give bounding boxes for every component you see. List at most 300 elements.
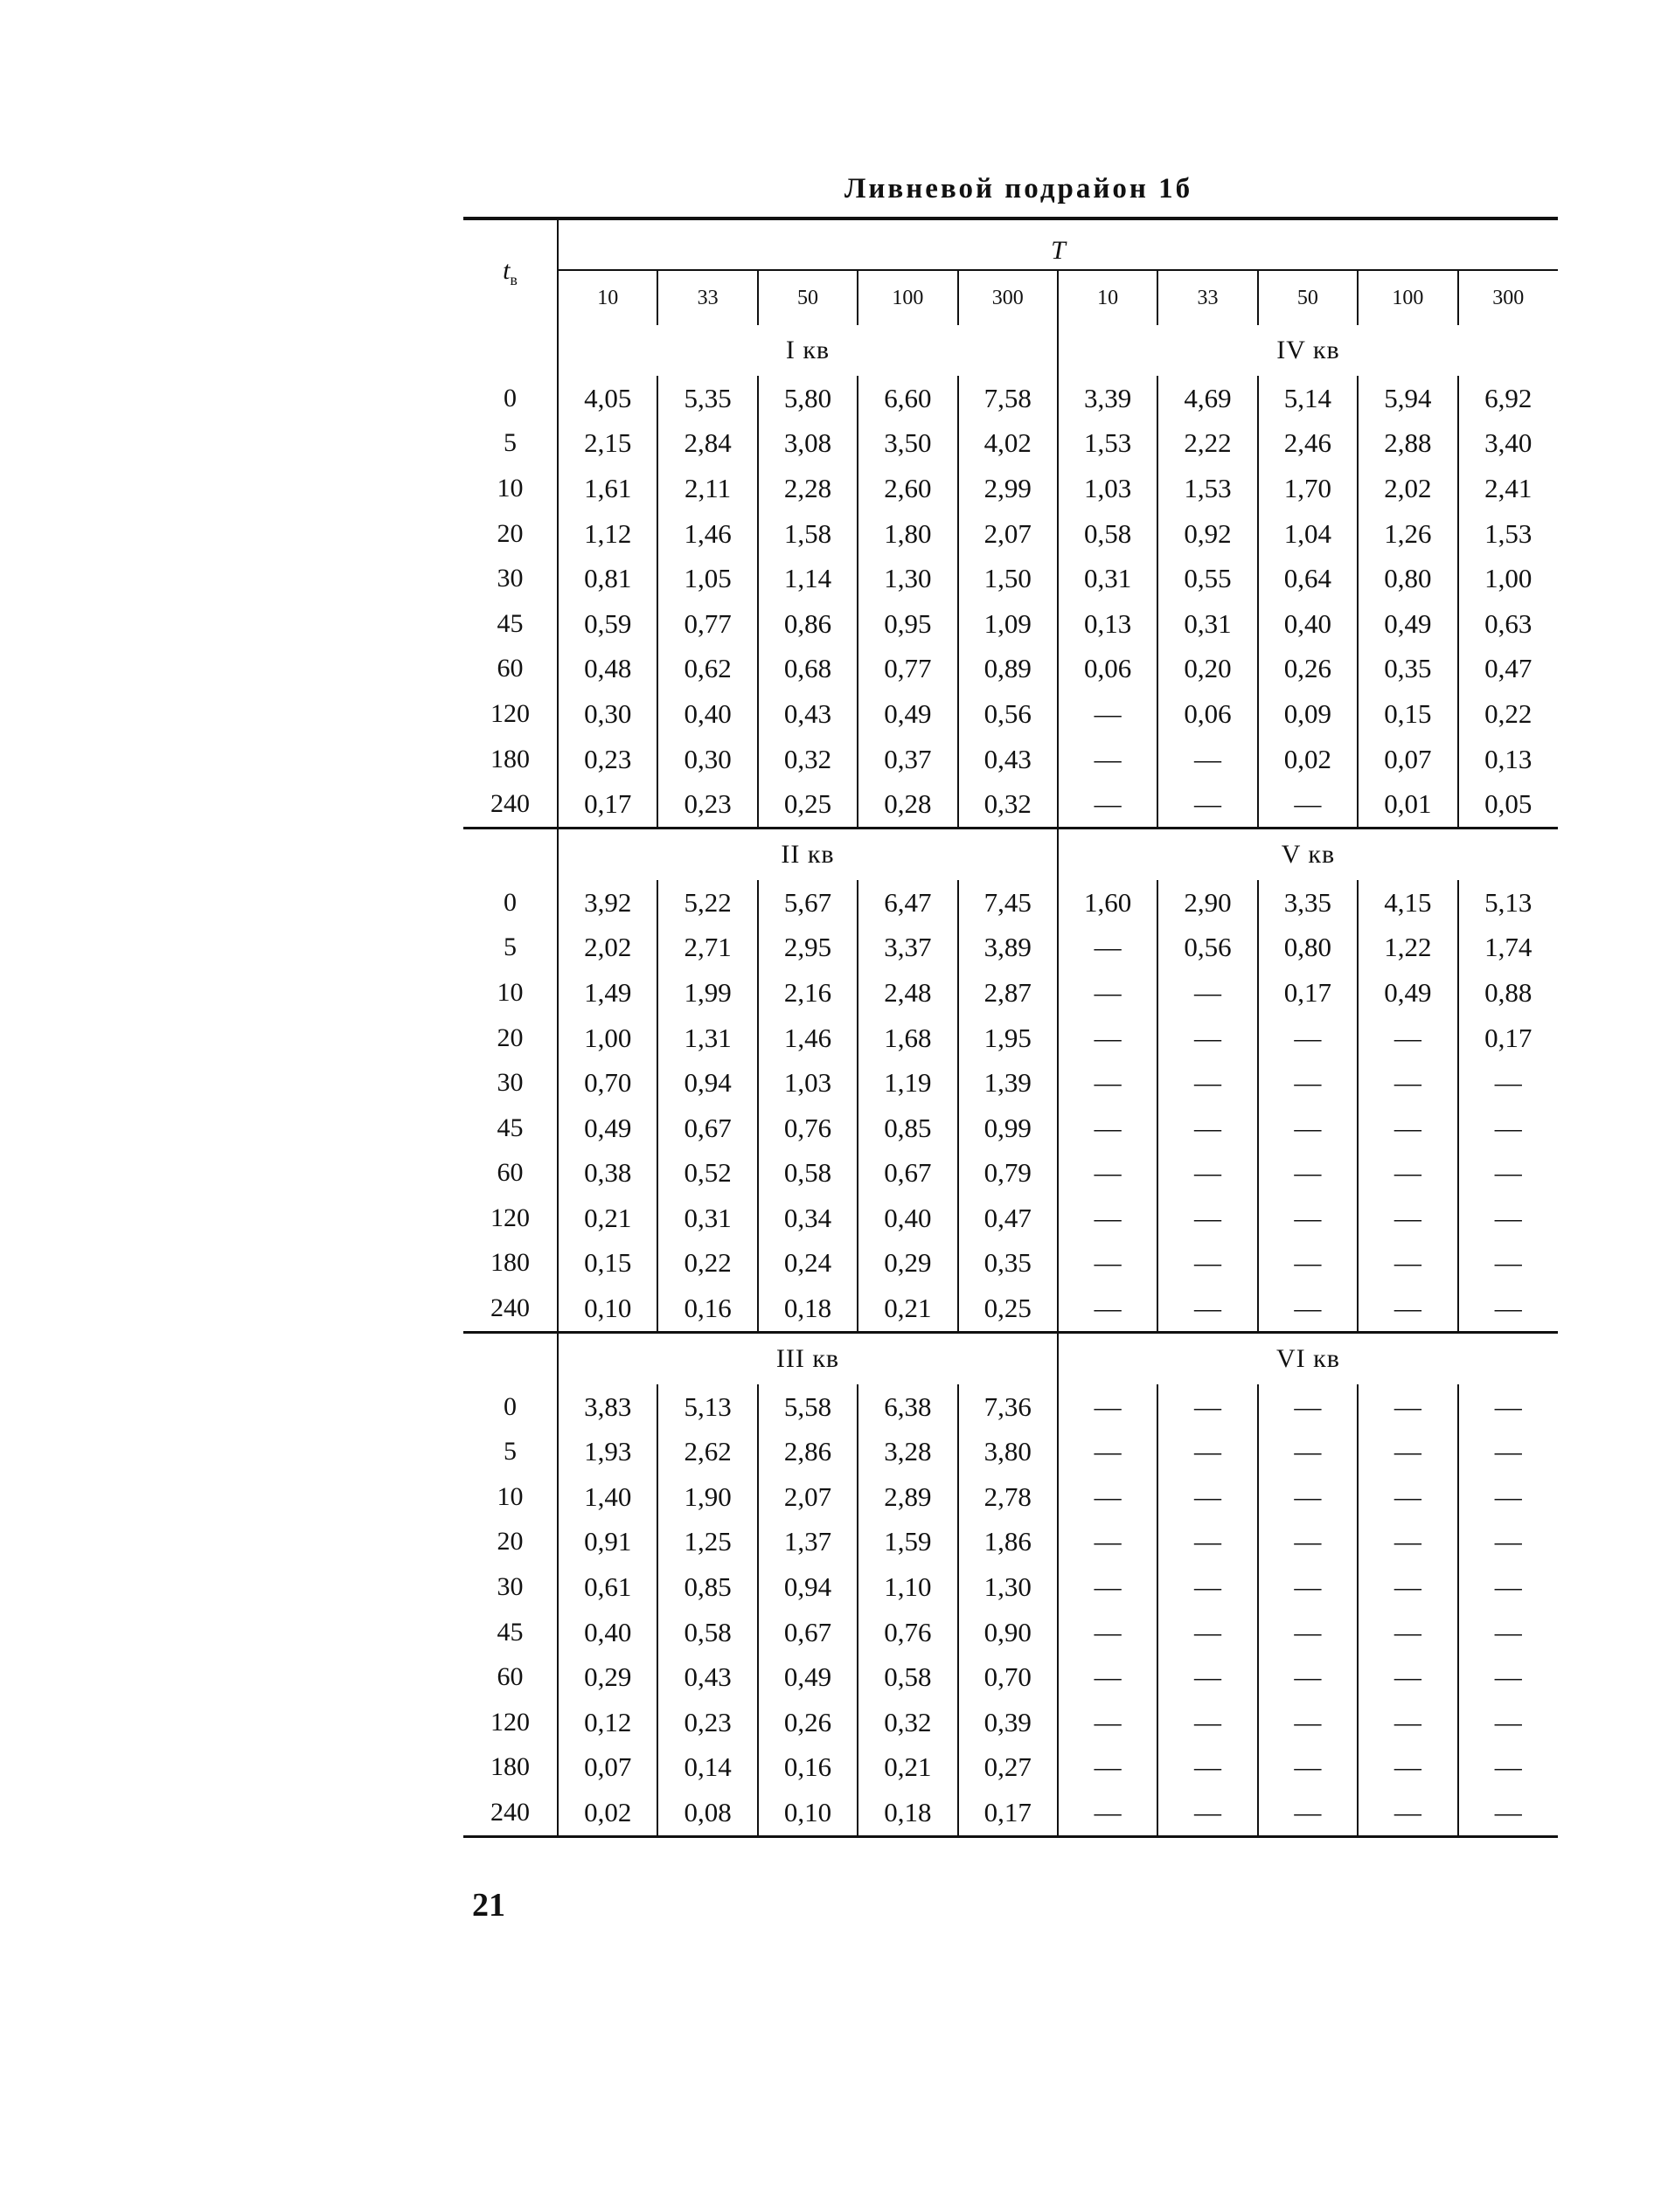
value-cell: 0,22	[657, 1241, 757, 1286]
value-cell: —	[1258, 1241, 1358, 1286]
value-cell: 1,14	[758, 556, 858, 601]
value-cell: —	[1058, 1106, 1157, 1151]
tb-cell: 120	[463, 1196, 558, 1241]
value-cell: 0,49	[758, 1654, 858, 1700]
table-row	[463, 781, 1558, 828]
section-label-row	[463, 1332, 1558, 1384]
value-cell: —	[1358, 1564, 1457, 1610]
value-cell: 2,41	[1458, 466, 1558, 511]
value-cell: —	[1358, 1429, 1457, 1474]
value-cell: 0,17	[1258, 970, 1358, 1016]
value-cell: —	[1358, 1384, 1457, 1430]
tb-subscript: в	[510, 271, 518, 288]
quarter-label: V кв	[1058, 828, 1558, 880]
tb-cell: 60	[463, 1654, 558, 1700]
value-cell: 0,40	[558, 1610, 657, 1655]
value-cell: —	[1358, 1610, 1457, 1655]
value-cell: 0,05	[1458, 781, 1558, 828]
value-cell: —	[1058, 1790, 1157, 1836]
section-label-row	[463, 828, 1558, 880]
value-cell: —	[1258, 1564, 1358, 1610]
value-cell: —	[1258, 1384, 1358, 1430]
value-cell: 3,37	[858, 926, 957, 971]
value-cell: —	[1458, 1384, 1558, 1430]
value-cell: 1,10	[858, 1564, 957, 1610]
value-cell: —	[1157, 1564, 1257, 1610]
value-cell: —	[1157, 1196, 1257, 1241]
value-cell: 0,13	[1058, 601, 1157, 647]
value-cell: 1,30	[958, 1564, 1058, 1610]
value-cell: 0,67	[858, 1151, 957, 1196]
period-header: 50	[758, 270, 858, 325]
value-cell: 5,80	[758, 376, 858, 421]
value-cell: 0,35	[958, 1241, 1058, 1286]
value-cell: —	[1157, 1610, 1257, 1655]
tb-cell: 5	[463, 926, 558, 971]
value-cell: —	[1058, 1654, 1157, 1700]
value-cell: —	[1157, 970, 1257, 1016]
section-label-spacer	[463, 325, 558, 376]
value-cell: 2,28	[758, 466, 858, 511]
value-cell: 0,02	[1258, 737, 1358, 782]
value-cell: 0,16	[758, 1745, 858, 1791]
value-cell: 0,26	[1258, 647, 1358, 692]
tb-cell: 30	[463, 1060, 558, 1106]
value-cell: —	[1058, 1060, 1157, 1106]
tb-cell: 20	[463, 1016, 558, 1061]
tb-cell: 240	[463, 1286, 558, 1332]
value-cell: 1,04	[1258, 511, 1358, 557]
value-cell: 0,37	[858, 737, 957, 782]
period-header: 100	[858, 270, 957, 325]
table-row	[463, 1106, 1558, 1151]
value-cell: 0,16	[657, 1286, 757, 1332]
tb-cell: 45	[463, 1106, 558, 1151]
value-cell: 0,30	[657, 737, 757, 782]
value-cell: 0,08	[657, 1790, 757, 1836]
value-cell: 0,52	[657, 1151, 757, 1196]
table-row	[463, 1745, 1558, 1791]
value-cell: 2,62	[657, 1429, 757, 1474]
quarter-label: IV кв	[1058, 325, 1558, 376]
value-cell: —	[1258, 1196, 1358, 1241]
value-cell: —	[1258, 1016, 1358, 1061]
value-cell: —	[1358, 1106, 1457, 1151]
value-cell: 4,05	[558, 376, 657, 421]
table-row	[463, 926, 1558, 971]
value-cell: 0,56	[1157, 926, 1257, 971]
value-cell: 0,18	[758, 1286, 858, 1332]
table-row	[463, 1241, 1558, 1286]
table-row	[463, 880, 1558, 926]
value-cell: 0,23	[558, 737, 657, 782]
tb-cell: 60	[463, 1151, 558, 1196]
value-cell: 2,07	[958, 511, 1058, 557]
value-cell: 7,58	[958, 376, 1058, 421]
value-cell: —	[1458, 1474, 1558, 1520]
tb-cell: 240	[463, 1790, 558, 1836]
value-cell: —	[1258, 1745, 1358, 1791]
value-cell: 0,02	[558, 1790, 657, 1836]
value-cell: —	[1058, 1745, 1157, 1791]
value-cell: —	[1157, 1241, 1257, 1286]
value-cell: 1,99	[657, 970, 757, 1016]
value-cell: 4,69	[1157, 376, 1257, 421]
value-cell: 1,80	[858, 511, 957, 557]
value-cell: 4,02	[958, 421, 1058, 467]
page-title: Ливневой подрайон 1б	[844, 173, 1193, 205]
value-cell: —	[1258, 1790, 1358, 1836]
value-cell: 3,40	[1458, 421, 1558, 467]
value-cell: 0,38	[558, 1151, 657, 1196]
value-cell: 3,35	[1258, 880, 1358, 926]
table-row	[463, 1700, 1558, 1745]
value-cell: 2,84	[657, 421, 757, 467]
value-cell: 0,86	[758, 601, 858, 647]
value-cell: 0,56	[958, 691, 1058, 737]
value-cell: 0,58	[858, 1654, 957, 1700]
value-cell: 0,31	[1058, 556, 1157, 601]
tb-cell: 45	[463, 1610, 558, 1655]
value-cell: —	[1058, 781, 1157, 828]
value-cell: 0,30	[558, 691, 657, 737]
value-cell: 0,80	[1358, 556, 1457, 601]
value-cell: 1,31	[657, 1016, 757, 1061]
value-cell: 1,74	[1458, 926, 1558, 971]
value-cell: 2,71	[657, 926, 757, 971]
t-header: T	[558, 218, 1558, 270]
value-cell: 0,25	[958, 1286, 1058, 1332]
value-cell: 2,48	[858, 970, 957, 1016]
value-cell: 0,15	[1358, 691, 1457, 737]
value-cell: —	[1058, 1700, 1157, 1745]
value-cell: 0,39	[958, 1700, 1058, 1745]
value-cell: 0,24	[758, 1241, 858, 1286]
value-cell: —	[1058, 737, 1157, 782]
value-cell: 0,95	[858, 601, 957, 647]
value-cell: —	[1258, 1700, 1358, 1745]
value-cell: 5,22	[657, 880, 757, 926]
value-cell: 0,94	[657, 1060, 757, 1106]
value-cell: 0,79	[958, 1151, 1058, 1196]
table-row	[463, 421, 1558, 467]
value-cell: —	[1157, 1700, 1257, 1745]
value-cell: 0,67	[758, 1610, 858, 1655]
tb-cell: 5	[463, 421, 558, 467]
value-cell: —	[1157, 1790, 1257, 1836]
period-header-row	[463, 270, 1558, 325]
value-cell: 0,40	[657, 691, 757, 737]
value-cell: —	[1358, 1700, 1457, 1745]
table-row	[463, 1429, 1558, 1474]
value-cell: —	[1458, 1520, 1558, 1565]
value-cell: 2,89	[858, 1474, 957, 1520]
value-cell: 3,83	[558, 1384, 657, 1430]
value-cell: 7,36	[958, 1384, 1058, 1430]
table-row	[463, 737, 1558, 782]
tb-cell: 180	[463, 737, 558, 782]
value-cell: 0,76	[858, 1610, 957, 1655]
value-cell: —	[1258, 1654, 1358, 1700]
value-cell: —	[1157, 1151, 1257, 1196]
value-cell: 0,85	[858, 1106, 957, 1151]
value-cell: 0,34	[758, 1196, 858, 1241]
table-row	[463, 1790, 1558, 1836]
value-cell: 0,67	[657, 1106, 757, 1151]
value-cell: 1,22	[1358, 926, 1457, 971]
value-cell: 0,70	[558, 1060, 657, 1106]
value-cell: 0,90	[958, 1610, 1058, 1655]
tb-cell: 30	[463, 556, 558, 601]
value-cell: 0,58	[1058, 511, 1157, 557]
tb-cell: 30	[463, 1564, 558, 1610]
value-cell: 0,26	[758, 1700, 858, 1745]
table-row	[463, 1016, 1558, 1061]
value-cell: —	[1358, 1241, 1457, 1286]
value-cell: —	[1358, 1790, 1457, 1836]
value-cell: 1,37	[758, 1520, 858, 1565]
table-row	[463, 1060, 1558, 1106]
period-header: 300	[958, 270, 1058, 325]
quarter-label: II кв	[558, 828, 1058, 880]
value-cell: 0,91	[558, 1520, 657, 1565]
section-label-row	[463, 325, 1558, 376]
section-label-spacer	[463, 828, 558, 880]
value-cell: 0,80	[1258, 926, 1358, 971]
value-cell: —	[1058, 1520, 1157, 1565]
value-cell: 0,06	[1157, 691, 1257, 737]
value-cell: 0,40	[1258, 601, 1358, 647]
value-cell: 0,92	[1157, 511, 1257, 557]
tb-cell: 10	[463, 466, 558, 511]
value-cell: 1,26	[1358, 511, 1457, 557]
value-cell: 1,60	[1058, 880, 1157, 926]
value-cell: 0,62	[657, 647, 757, 692]
value-cell: 5,94	[1358, 376, 1457, 421]
value-cell: 1,03	[1058, 466, 1157, 511]
value-cell: 2,11	[657, 466, 757, 511]
value-cell: 3,28	[858, 1429, 957, 1474]
value-cell: —	[1358, 1654, 1457, 1700]
table-row	[463, 1474, 1558, 1520]
value-cell: —	[1157, 1520, 1257, 1565]
value-cell: 0,07	[558, 1745, 657, 1791]
value-cell: 0,55	[1157, 556, 1257, 601]
value-cell: —	[1458, 1654, 1558, 1700]
table-row	[463, 1151, 1558, 1196]
value-cell: —	[1458, 1241, 1558, 1286]
value-cell: 1,25	[657, 1520, 757, 1565]
value-cell: 0,25	[758, 781, 858, 828]
value-cell: 2,46	[1258, 421, 1358, 467]
value-cell: —	[1157, 1016, 1257, 1061]
tb-cell: 0	[463, 880, 558, 926]
tb-column-header	[463, 218, 558, 325]
table-body	[463, 325, 1558, 1836]
value-cell: 0,17	[1458, 1016, 1558, 1061]
value-cell: 0,58	[657, 1610, 757, 1655]
value-cell: 1,09	[958, 601, 1058, 647]
value-cell: 3,39	[1058, 376, 1157, 421]
value-cell: 0,89	[958, 647, 1058, 692]
section-label-spacer	[463, 1332, 558, 1384]
value-cell: 0,35	[1358, 647, 1457, 692]
value-cell: 0,21	[558, 1196, 657, 1241]
tb-cell: 10	[463, 1474, 558, 1520]
value-cell: 2,02	[558, 926, 657, 971]
value-cell: 5,35	[657, 376, 757, 421]
value-cell: 3,89	[958, 926, 1058, 971]
table-row	[463, 1610, 1558, 1655]
value-cell: 5,13	[657, 1384, 757, 1430]
value-cell: —	[1458, 1151, 1558, 1196]
value-cell: 1,03	[758, 1060, 858, 1106]
tb-cell: 0	[463, 1384, 558, 1430]
value-cell: 1,05	[657, 556, 757, 601]
tb-cell: 180	[463, 1241, 558, 1286]
value-cell: 0,10	[758, 1790, 858, 1836]
value-cell: —	[1157, 737, 1257, 782]
table-row	[463, 376, 1558, 421]
value-cell: 6,92	[1458, 376, 1558, 421]
value-cell: —	[1458, 1106, 1558, 1151]
quarter-label: I кв	[558, 325, 1058, 376]
value-cell: 4,15	[1358, 880, 1457, 926]
value-cell: —	[1358, 1286, 1457, 1332]
value-cell: —	[1058, 1474, 1157, 1520]
value-cell: 1,39	[958, 1060, 1058, 1106]
value-cell: 2,22	[1157, 421, 1257, 467]
value-cell: 2,02	[1358, 466, 1457, 511]
value-cell: 5,67	[758, 880, 858, 926]
value-cell: —	[1157, 1745, 1257, 1791]
value-cell: 0,49	[558, 1106, 657, 1151]
value-cell: —	[1058, 1429, 1157, 1474]
value-cell: 0,29	[558, 1654, 657, 1700]
value-cell: 1,58	[758, 511, 858, 557]
value-cell: 0,29	[858, 1241, 957, 1286]
tb-cell: 120	[463, 691, 558, 737]
value-cell: 5,58	[758, 1384, 858, 1430]
value-cell: 1,53	[1458, 511, 1558, 557]
value-cell: 0,31	[657, 1196, 757, 1241]
value-cell: —	[1058, 926, 1157, 971]
table-row	[463, 691, 1558, 737]
value-cell: 0,64	[1258, 556, 1358, 601]
value-cell: 2,07	[758, 1474, 858, 1520]
value-cell: 0,61	[558, 1564, 657, 1610]
table-row	[463, 1384, 1558, 1430]
value-cell: —	[1058, 1241, 1157, 1286]
value-cell: 0,81	[558, 556, 657, 601]
value-cell: 0,27	[958, 1745, 1058, 1791]
value-cell: 0,20	[1157, 647, 1257, 692]
value-cell: —	[1058, 1151, 1157, 1196]
rainfall-table	[463, 217, 1558, 1838]
value-cell: 0,49	[1358, 970, 1457, 1016]
value-cell: 0,31	[1157, 601, 1257, 647]
value-cell: —	[1258, 1286, 1358, 1332]
table-row	[463, 601, 1558, 647]
value-cell: —	[1458, 1429, 1558, 1474]
value-cell: 0,85	[657, 1564, 757, 1610]
tb-cell: 20	[463, 511, 558, 557]
value-cell: 0,22	[1458, 691, 1558, 737]
value-cell: 6,47	[858, 880, 957, 926]
value-cell: —	[1058, 1384, 1157, 1430]
value-cell: 2,78	[958, 1474, 1058, 1520]
value-cell: 0,32	[758, 737, 858, 782]
value-cell: 0,32	[858, 1700, 957, 1745]
value-cell: 0,47	[1458, 647, 1558, 692]
value-cell: 0,47	[958, 1196, 1058, 1241]
period-header: 50	[1258, 270, 1358, 325]
table-row	[463, 466, 1558, 511]
value-cell: —	[1157, 1106, 1257, 1151]
value-cell: 0,76	[758, 1106, 858, 1151]
value-cell: 0,12	[558, 1700, 657, 1745]
period-header: 33	[1157, 270, 1257, 325]
value-cell: 0,63	[1458, 601, 1558, 647]
value-cell: 1,46	[657, 511, 757, 557]
value-cell: 1,95	[958, 1016, 1058, 1061]
value-cell: 0,99	[958, 1106, 1058, 1151]
value-cell: —	[1258, 1151, 1358, 1196]
value-cell: 7,45	[958, 880, 1058, 926]
value-cell: 0,43	[758, 691, 858, 737]
value-cell: —	[1258, 1474, 1358, 1520]
tb-cell: 10	[463, 970, 558, 1016]
value-cell: 2,86	[758, 1429, 858, 1474]
value-cell: 0,06	[1058, 647, 1157, 692]
value-cell: 0,94	[758, 1564, 858, 1610]
value-cell: 0,18	[858, 1790, 957, 1836]
value-cell: —	[1258, 1520, 1358, 1565]
value-cell: 2,90	[1157, 880, 1257, 926]
quarter-label: III кв	[558, 1332, 1058, 1384]
value-cell: —	[1358, 1474, 1457, 1520]
value-cell: 0,58	[758, 1151, 858, 1196]
value-cell: 1,86	[958, 1520, 1058, 1565]
value-cell: 0,14	[657, 1745, 757, 1791]
value-cell: 2,60	[858, 466, 957, 511]
value-cell: —	[1157, 1060, 1257, 1106]
value-cell: 2,88	[1358, 421, 1457, 467]
value-cell: 2,95	[758, 926, 858, 971]
value-cell: 0,59	[558, 601, 657, 647]
value-cell: 2,99	[958, 466, 1058, 511]
tb-cell: 240	[463, 781, 558, 828]
tb-cell: 20	[463, 1520, 558, 1565]
value-cell: 1,53	[1058, 421, 1157, 467]
value-cell: —	[1258, 1060, 1358, 1106]
value-cell: —	[1458, 1700, 1558, 1745]
value-cell: 3,92	[558, 880, 657, 926]
value-cell: —	[1358, 1060, 1457, 1106]
value-cell: 1,40	[558, 1474, 657, 1520]
value-cell: 0,68	[758, 647, 858, 692]
value-cell: 1,59	[858, 1520, 957, 1565]
value-cell: —	[1458, 1564, 1558, 1610]
value-cell: 0,23	[657, 781, 757, 828]
value-cell: —	[1058, 1564, 1157, 1610]
value-cell: —	[1157, 1384, 1257, 1430]
value-cell: 0,15	[558, 1241, 657, 1286]
period-header: 10	[558, 270, 657, 325]
tb-cell: 5	[463, 1429, 558, 1474]
value-cell: 0,48	[558, 647, 657, 692]
value-cell: 1,49	[558, 970, 657, 1016]
